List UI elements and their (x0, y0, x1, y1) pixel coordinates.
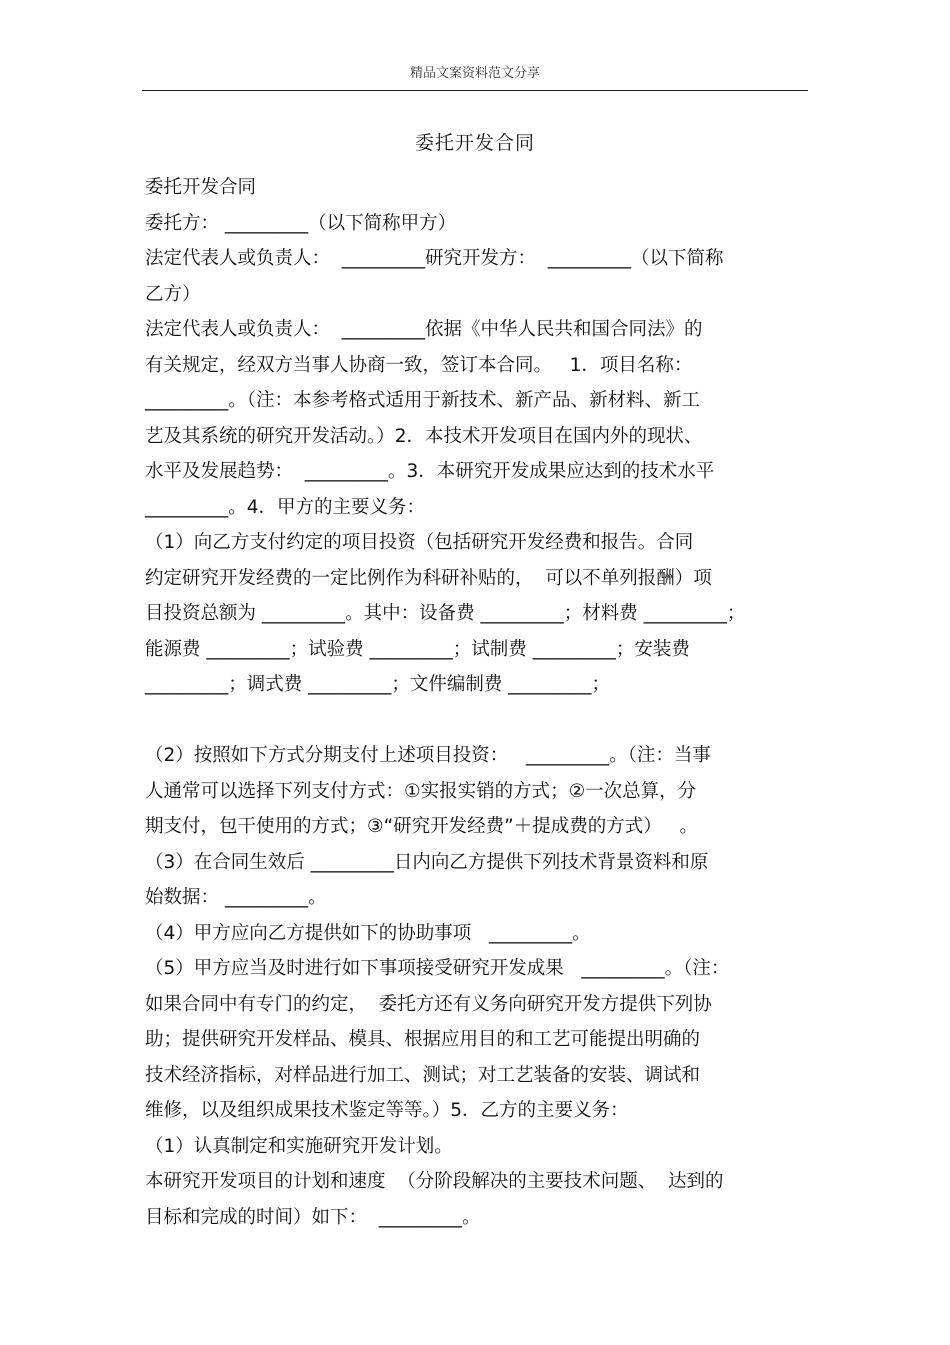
text-line: 法定代表人或负责人： _________研究开发方： _________（以下简称 (145, 248, 724, 269)
text-line: （3）在合同生效后 _________日内向乙方提供下列技术背景资料和原 (145, 851, 709, 873)
text-line: 能源费 _________；试验费 _________；试制费 _________；安装费 (145, 638, 690, 660)
text-line: 委托方： _________（以下简称甲方） (145, 212, 457, 234)
document-body (145, 170, 825, 1235)
text-line: （2）按照如下方式分期支付上述项目投资： _________。（注：当事 (145, 745, 711, 766)
text-line: 艺及其系统的研究开发活动。）2．本技术开发项目在国内外的现状、 (145, 425, 703, 447)
page-header: 精品文案资料范文分享 (409, 66, 540, 81)
text-line: 期支付，包干使用的方式；③“研究开发经费”＋提成费的方式） 。 (145, 816, 698, 837)
text-line: 目标和完成的时间）如下： _________。 (145, 1206, 481, 1228)
text-line: _________；调式费 _________；文件编制费 _________； (145, 674, 611, 695)
text-line: （5）甲方应当及时进行如下事项接受研究开发成果 _________。（注： (145, 958, 730, 979)
text-line: 目投资总额为 _________。其中：设备费 _________；材料费 _________； (145, 603, 746, 624)
text-line: 本研究开发项目的计划和速度 （分阶段解决的主要技术问题、 达到的 (145, 1171, 724, 1192)
text-line: （1）向乙方支付约定的项目投资（包括研究开发经费和报告。合同 (145, 532, 694, 553)
text-line: 乙方） (145, 283, 201, 305)
header-divider (142, 90, 808, 91)
text-line: _________。4．甲方的主要义务： (145, 496, 426, 518)
text-line: 有关规定，经双方当事人协商一致，签订本合同。 1．项目名称： (145, 354, 693, 376)
text-line: 水平及发展趋势： _________。3．本研究开发成果应达到的技术水平 (145, 461, 715, 482)
text-line: _________。（注：本参考格式适用于新技术、新产品、新材料、新工 (145, 390, 701, 411)
text-line: 维修，以及组织成果技术鉴定等等。）5．乙方的主要义务： (145, 1100, 629, 1121)
text-line: 始数据： _________。 (145, 887, 327, 908)
text-line: 委托开发合同 (145, 177, 257, 198)
text-line: （1）认真制定和实施研究开发计划。 (145, 1135, 453, 1157)
text-line: 助；提供研究开发样品、模具、根据应用目的和工艺可能提出明确的 (145, 1029, 701, 1050)
paragraph-gap (145, 703, 825, 739)
text-line: （4）甲方应向乙方提供如下的协助事项 _________。 (145, 922, 591, 944)
text-line: 法定代表人或负责人： _________依据《中华人民共和国合同法》的 (145, 319, 703, 340)
text-line: 人通常可以选择下列支付方式：①实报实销的方式；②一次总算，分 (145, 780, 697, 802)
text-line: 约定研究开发经费的一定比例作为科研补贴的， 可以不单列报酬）项 (145, 567, 712, 589)
document-title: 委托开发合同 (414, 132, 535, 154)
text-line: 如果合同中有专门的约定， 委托方还有义务向研究开发方提供下列协 (145, 993, 712, 1015)
text-line: 技术经济指标，对样品进行加工、测试；对工艺装备的安装、调试和 (145, 1064, 701, 1086)
